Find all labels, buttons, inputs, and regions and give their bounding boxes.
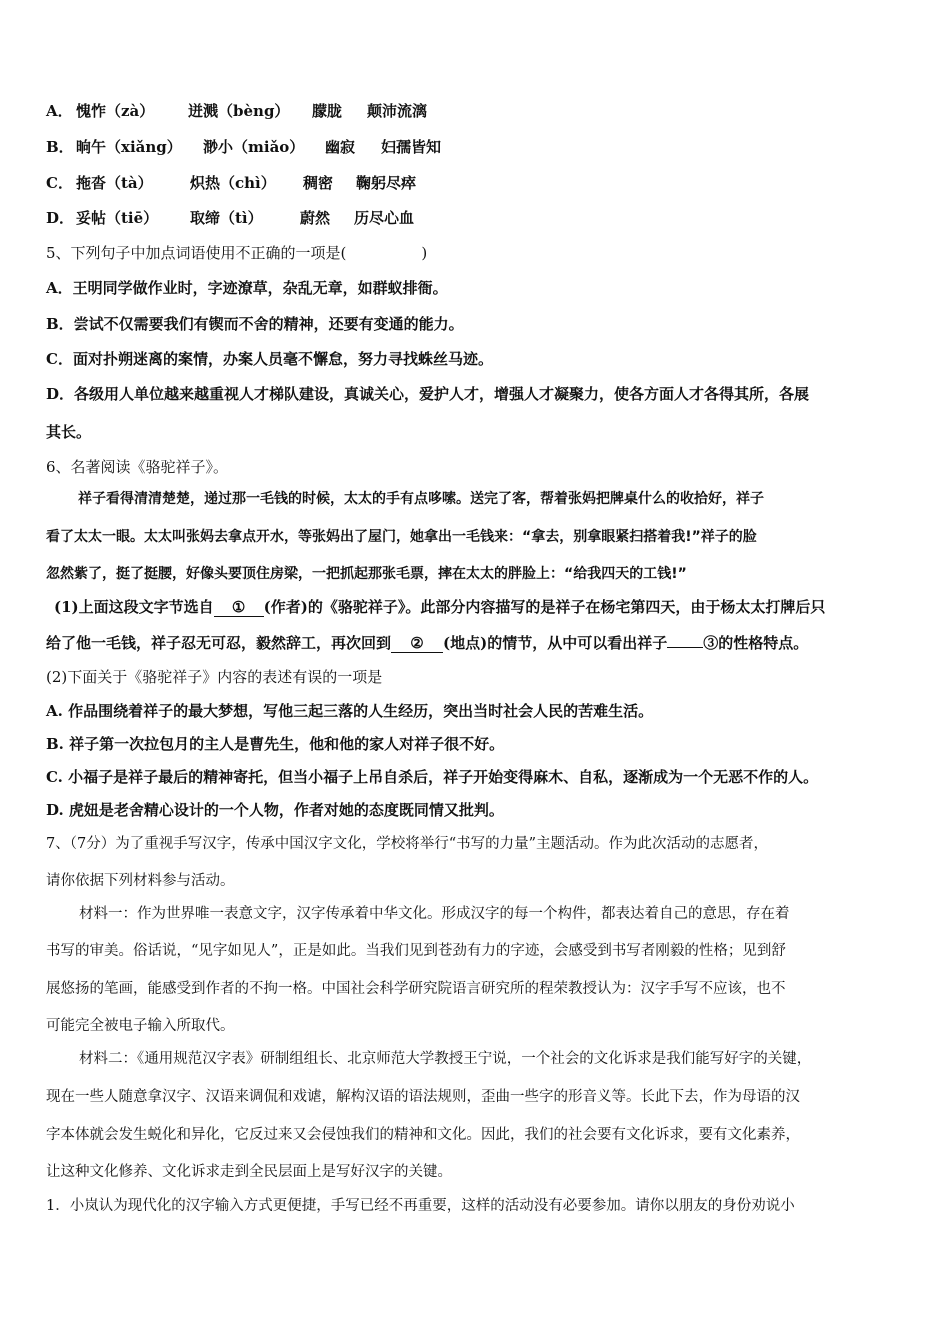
option-word-2: 迸溅（bèng）	[188, 102, 290, 120]
option-word-4: 历尽心血	[354, 209, 415, 227]
option-word-1: 妥帖（tiē）	[76, 209, 159, 227]
option-word-4: 鞠躬尽瘁	[356, 174, 417, 192]
q6-part1-line2-end: ③的性格特点。	[703, 634, 809, 652]
option-letter: C．	[46, 174, 73, 192]
q7-subquestion-1: 1．小岚认为现代化的汉字输入方式更便捷，手写已经不再重要，这样的活动没有必要参加。请你以朋友的身份劝说小	[46, 1198, 795, 1214]
q6-part1-line2-prefix: 给了他一毛钱，祥子忍无可忍，毅然辞工，再次回到	[46, 634, 392, 652]
q6-part2-option-d: D. 虎妞是老舍精心设计的一个人物，作者对她的态度既同情又批判。	[46, 801, 504, 819]
material1-line2: 书写的审美。俗话说，“见字如见人”，正是如此。当我们见到苍劲有力的字迹，会感受到书写者刚毅的性格；见到舒	[46, 943, 786, 959]
q4-option-b	[46, 137, 441, 157]
option-word-3: 蔚然	[300, 209, 331, 227]
q7-stem-line1: 7、（7分）为了重视手写汉字，传承中国汉字文化，学校将举行“书写的力量”主题活动。作为此次活动的志愿者，	[46, 836, 769, 852]
q6-passage-line1: 祥子看得清清楚楚，递过那一毛钱的时候，太太的手有点哆嗦。送完了客，帮着张妈把牌桌什么的收拾好，祥子	[78, 491, 764, 507]
material2-line2: 现在一些人随意拿汉字、汉语来调侃和戏谑，解构汉语的语法规则，歪曲一些字的形音义等。长此下去，作为母语的汉	[46, 1089, 800, 1105]
option-word-3: 幽寂	[325, 138, 356, 156]
material2-line3: 字本体就会发生蜕化和异化，它反过来又会侵蚀我们的精神和文化。因此，我们的社会要有文化诉求，要有文化素养，	[46, 1127, 800, 1143]
material2-line4: 让这种文化修养、文化诉求走到全民层面上是写好汉字的关键。	[46, 1164, 452, 1180]
q5-option-a: A．王明同学做作业时，字迹潦草，杂乱无章，如群蚁排衙。	[46, 279, 448, 297]
q6-part1-prefix: (1)上面这段文字节选自	[54, 598, 214, 616]
q6-stem: 6、名著阅读《骆驼祥子》。	[46, 458, 229, 476]
q5-option-c: C．面对扑朔迷离的案情，办案人员毫不懈怠，努力寻找蛛丝马迹。	[46, 350, 493, 368]
option-word-4: 颠沛流漓	[367, 102, 428, 120]
material1-line4: 可能完全被电子输入所取代。	[46, 1018, 235, 1034]
option-word-1: 晌午（xiǎng）	[76, 138, 182, 156]
q5-option-b: B．尝试不仅需要我们有锲而不舍的精神，还要有变通的能力。	[46, 315, 464, 333]
q5-option-d-line2: 其长。	[46, 423, 92, 441]
option-letter: B．	[46, 138, 74, 156]
material1-line3: 展悠扬的笔画，能感受到作者的不拘一格。中国社会科学研究院语言研究所的程荣教授认为：汉字手写不应该，也不	[46, 981, 786, 997]
option-word-1: 愧怍（zà）	[76, 102, 155, 120]
q7-stem-line2: 请你依据下列材料参与活动。	[46, 873, 235, 889]
q6-part2-option-c: C. 小福子是祥子最后的精神寄托，但当小福子上吊自杀后，祥子开始变得麻木、自私，逐渐成为一个无恶不作的人。	[46, 768, 819, 786]
material2-line1: 材料二：《通用规范汉字表》研制组组长、北京师范大学教授王宁说，一个社会的文化诉求是我们能写好字的关键，	[79, 1051, 812, 1067]
option-word-2: 炽热（chì）	[190, 174, 276, 192]
q6-part2-option-b: B. 祥子第一次拉包月的主人是曹先生，他和他的家人对祥子很不好。	[46, 735, 505, 753]
q6-part1-line1	[54, 597, 825, 617]
q6-part1-middle: (作者)的《骆驼祥子》。此部分内容描写的是祥子在杨宅第四天，由于杨太太打牌后只	[263, 598, 826, 616]
q4-option-d	[46, 208, 414, 228]
option-word-2: 取缔（tì）	[190, 209, 263, 227]
q6-part2-option-a: A. 作品围绕着祥子的最大梦想，写他三起三落的人生经历，突出当时社会人民的苦难生活。	[46, 702, 654, 720]
option-word-2: 渺小（miǎo）	[203, 138, 305, 156]
q6-part1-line2-middle: (地点)的情节，从中可以看出祥子	[443, 634, 668, 652]
fill-blank-1[interactable]: ①	[214, 599, 264, 617]
option-word-4: 妇孺皆知	[381, 138, 442, 156]
option-letter: A．	[46, 102, 73, 120]
q6-part2-stem: (2)下面关于《骆驼祥子》内容的表述有误的一项是	[46, 668, 383, 686]
option-word-3: 稠密	[303, 174, 334, 192]
q6-passage-line2: 看了太太一眼。太太叫张妈去拿点开水，等张妈出了屋门，她拿出一毛钱来：“拿去，别拿眼紧扫搭着我!”祥子的脸	[46, 529, 757, 545]
fill-blank-2[interactable]: ②	[391, 635, 443, 653]
q5-stem: 5、下列句子中加点词语使用不正确的一项是( )	[46, 244, 428, 262]
q5-option-d-line1: D．各级用人单位越来越重视人才梯队建设，真诚关心，爱护人才，增强人才凝聚力，使各方面人才各得其所，各展	[46, 385, 810, 403]
option-word-1: 拖沓（tà）	[76, 174, 153, 192]
fill-blank-3[interactable]	[667, 647, 703, 648]
q4-option-c	[46, 173, 416, 193]
q6-passage-line3: 忽然紫了，挺了挺腰，好像头要顶住房梁，一把抓起那张毛票，摔在太太的胖脸上：“给我四天的工钱!”	[46, 566, 687, 582]
q6-part1-line2	[46, 633, 808, 653]
material1-line1: 材料一：作为世界唯一表意文字，汉字传承着中华文化。形成汉字的每一个构件，都表达着自己的意思，存在着	[79, 906, 790, 922]
q4-option-a	[46, 101, 427, 121]
option-word-3: 朦胧	[312, 102, 343, 120]
option-letter: D．	[46, 209, 75, 227]
